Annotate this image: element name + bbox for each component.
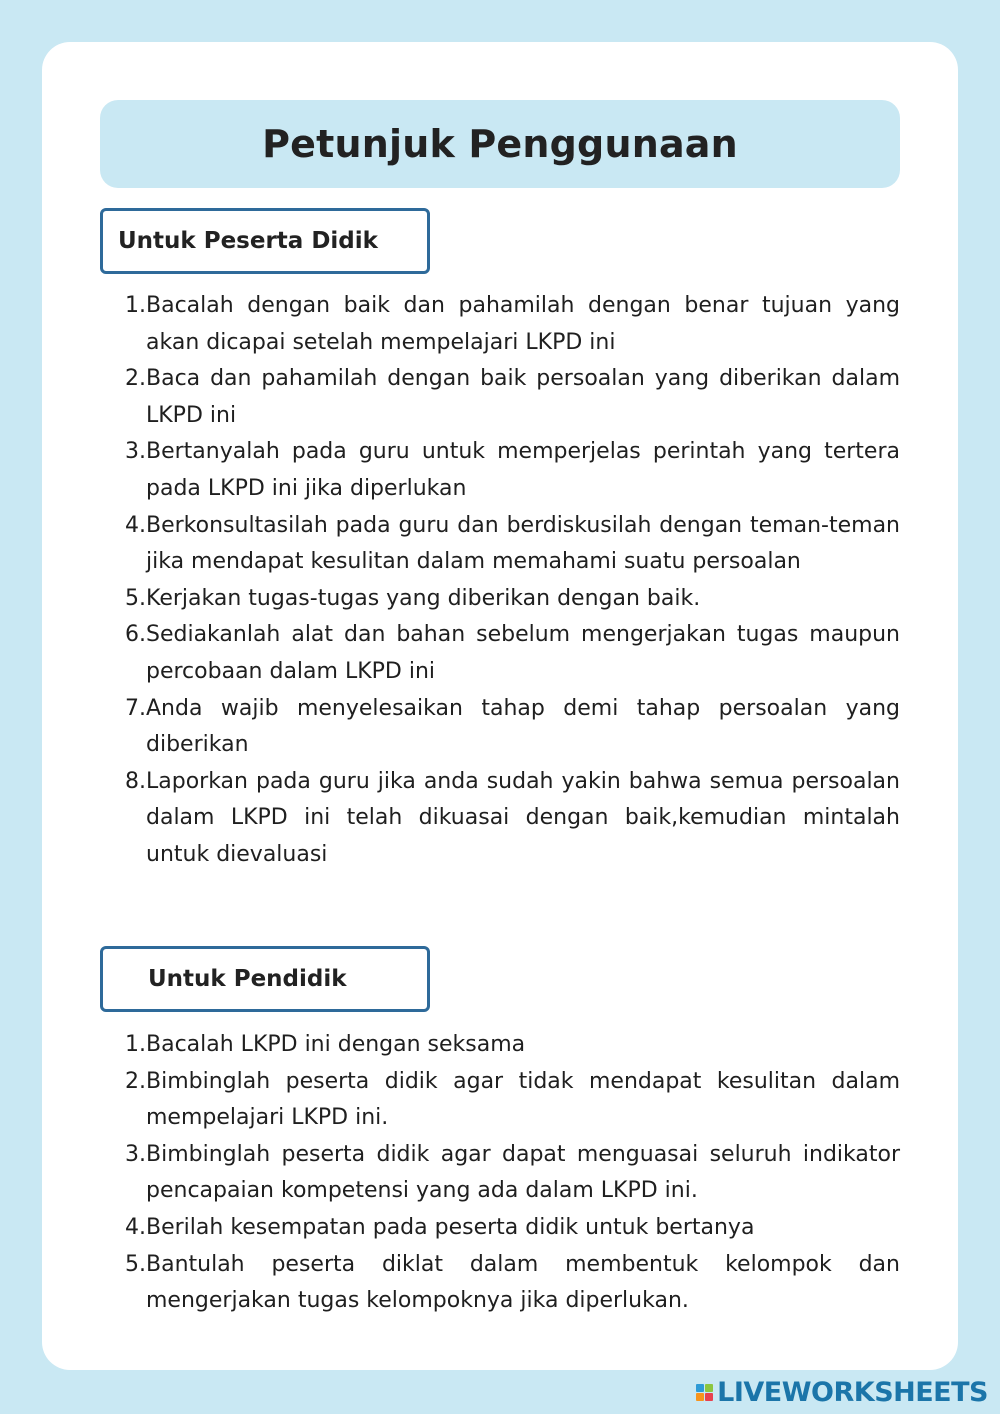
list-item: 4. Berilah kesempatan pada peserta didik untuk bertanya: [125, 1214, 755, 1240]
list-item: 3. Bertanyalah pada guru untuk memperjelas perintah yang tertera pada LKPD ini jika diperlukan: [125, 439, 900, 501]
list-item: 5. Kerjakan tugas-tugas yang diberikan dengan baik.: [125, 585, 701, 611]
student-instructions-list: [112, 288, 900, 874]
section-label-teachers: [100, 946, 430, 1012]
list-item: 5. Bantulah peserta diklat dalam membentuk kelompok dan mengerjakan tugas kelompoknya jika diperlukan.: [125, 1251, 900, 1314]
liveworksheets-watermark[interactable]: [696, 1377, 988, 1408]
section-label-students: [100, 208, 430, 274]
list-item: 1. Bacalah LKPD ini dengan seksama: [125, 1032, 526, 1057]
list-item: 3. Bimbinglah peserta didik agar dapat menguasai seluruh indikator pencapaian kompetensi yang ada dalam LKPD ini.: [125, 1141, 900, 1204]
list-item: 1. Bacalah dengan baik dan pahamilah dengan benar tujuan yang akan dicapai setelah mempelajari LKPD ini: [125, 293, 900, 355]
list-item: 4. Berkonsultasilah pada guru dan berdiskusilah dengan teman-teman jika mendapat kesulitan dalam memahami suatu persoalan: [125, 512, 900, 575]
section-label-students-text: Untuk Peserta Didik: [118, 228, 378, 254]
list-item: 2. Bimbinglah peserta didik agar tidak mendapat kesulitan dalam mempelajari LKPD ini.: [125, 1068, 900, 1131]
title-banner: [100, 100, 900, 188]
list-item: 2. Baca dan pahamilah dengan baik persoalan yang diberikan dalam LKPD ini: [125, 366, 900, 428]
list-item: 7. Anda wajib menyelesaikan tahap demi tahap persoalan yang diberikan: [125, 695, 900, 758]
liveworksheets-logo-icon: [696, 1384, 713, 1401]
teacher-instructions-list: [112, 1027, 900, 1320]
instructions-card: [42, 42, 958, 1370]
list-item: 8. Laporkan pada guru jika anda sudah yakin bahwa semua persoalan dalam LKPD ini telah dikuasai dengan baik,kemudian mintalah untuk dievaluasi: [125, 768, 900, 867]
page-title: Petunjuk Penggunaan: [262, 122, 738, 166]
section-label-teachers-text: Untuk Pendidik: [148, 966, 347, 992]
list-item: 6. Sediakanlah alat dan bahan sebelum mengerjakan tugas maupun percobaan dalam LKPD ini: [125, 622, 900, 684]
brand-name: LIVEWORKSHEETS: [717, 1377, 988, 1408]
